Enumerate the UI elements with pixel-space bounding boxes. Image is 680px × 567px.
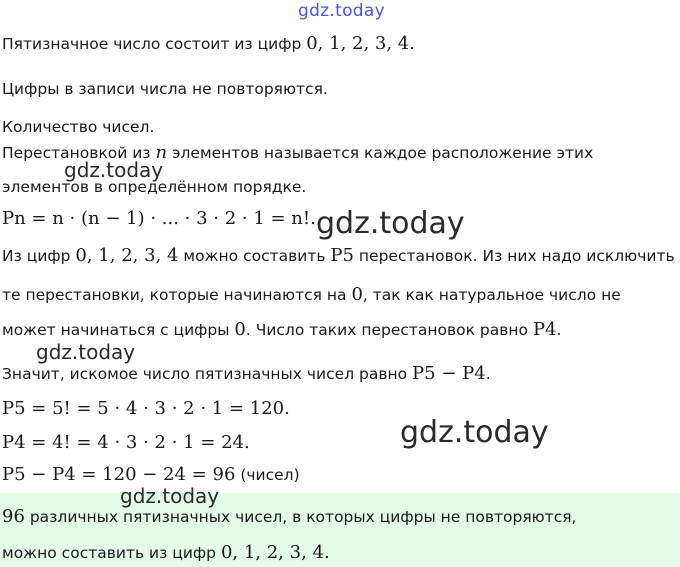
answer-line-1: 96 различных пятизначных чисел, в которых цифры не повторяются, bbox=[2, 506, 577, 527]
watermark-top: gdz.today bbox=[298, 1, 385, 21]
watermark: gdz.today bbox=[120, 484, 220, 508]
watermark: gdz.today bbox=[400, 415, 549, 450]
formula-permutations: Pn = n · (n − 1) · ... · 3 · 2 · 1 = n!. bbox=[2, 208, 316, 229]
text-line-8: те перестановки, которые начинаются на 0, так как натуральное число не bbox=[2, 284, 621, 305]
watermark: gdz.today bbox=[36, 340, 136, 364]
answer-line-2: можно составить из цифр 0, 1, 2, 3, 4. bbox=[2, 542, 330, 563]
text-line-7: Из цифр 0, 1, 2, 3, 4 можно составить P5 перестановок. Из них надо исключить bbox=[2, 245, 675, 266]
watermark: gdz.today bbox=[316, 206, 465, 241]
section-heading: Количество чисел. bbox=[2, 118, 155, 136]
text-line-5: элементов в определённом порядке. bbox=[2, 178, 307, 196]
text-line-1: Пятизначное число состоит из цифр 0, 1, 2, 3, 4. bbox=[2, 33, 415, 54]
text-line-2: Цифры в записи числа не повторяются. bbox=[2, 80, 328, 98]
text-line-9: может начинаться с цифры 0. Число таких перестановок равно P4. bbox=[2, 319, 562, 340]
watermark: gdz.today bbox=[64, 158, 164, 182]
formula-p5: P5 = 5! = 5 · 4 · 3 · 2 · 1 = 120. bbox=[2, 398, 290, 419]
text-line-4: Перестановкой из n элементов называется каждое расположение этих bbox=[2, 142, 594, 163]
formula-p4: P4 = 4! = 4 · 3 · 2 · 1 = 24. bbox=[2, 432, 250, 453]
text-line-10: Значит, искомое число пятизначных чисел равно P5 − P4. bbox=[2, 363, 491, 384]
formula-result: P5 − P4 = 120 − 24 = 96 (чисел) bbox=[2, 464, 300, 485]
